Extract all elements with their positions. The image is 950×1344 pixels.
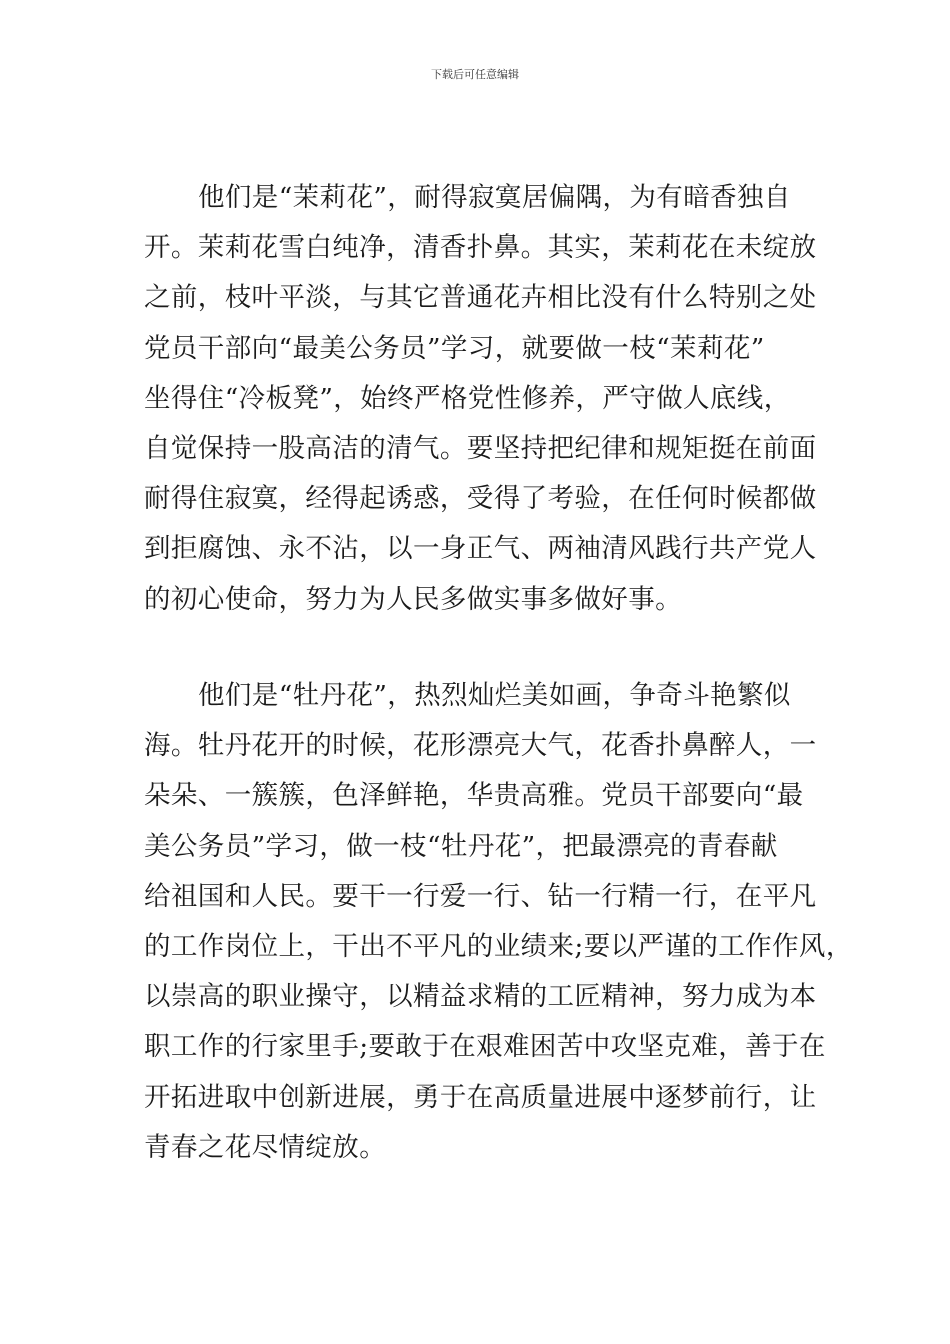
paragraph-peony — [144, 671, 853, 1173]
text-line: 耐得住寂寞，经得起诱惑，受得了考验，在任何时候都做 — [144, 483, 817, 515]
text-line: 到拒腐蚀、永不沾，以一身正气、两袖清风践行共产党人 — [144, 533, 817, 565]
text-line: 给祖国和人民。要干一行爱一行、钻一行精一行，在平凡 — [144, 880, 817, 912]
text-line: 开拓进取中创新进展，勇于在高质量进展中逐梦前行，让 — [144, 1081, 817, 1113]
text-line: 朵朵、一簇簇，色泽鲜艳，华贵高雅。党员干部要向“最 — [144, 780, 804, 812]
text-line: 海。牡丹花开的时候，花形漂亮大气，花香扑鼻醉人，一 — [144, 730, 817, 762]
text-line: 职工作的行家里手;要敢于在艰难困苦中攻坚克难，善于在 — [144, 1031, 826, 1063]
text-line: 之前，枝叶平淡，与其它普通花卉相比没有什么特别之处 — [144, 282, 817, 314]
text-line: 开。茉莉花雪白纯净，清香扑鼻。其实，茉莉花在未绽放 — [144, 232, 817, 264]
paragraph-jasmine — [144, 173, 817, 625]
text-line: 自觉保持一股高洁的清气。要坚持把纪律和规矩挺在前面 — [144, 432, 817, 464]
text-line: 美公务员”学习，做一枝“牡丹花”，把最漂亮的青春献 — [144, 830, 778, 862]
text-line: 坐得住“冷板凳”，始终严格党性修养，严守做人底线， — [144, 382, 791, 414]
text-line: 以崇高的职业操守，以精益求精的工匠精神，努力成为本 — [144, 981, 817, 1013]
text-line: 青春之花尽情绽放。 — [144, 1131, 387, 1163]
text-line: 的工作岗位上，干出不平凡的业绩来;要以严谨的工作作风， — [144, 930, 853, 962]
text-line: 的初心使命，努力为人民多做实事多做好事。 — [144, 583, 682, 615]
text-line: 他们是“牡丹花”，热烈灿烂美如画，争奇斗艳繁似 — [198, 680, 791, 711]
text-line: 他们是“茉莉花”，耐得寂寞居偏隅，为有暗香独自 — [198, 182, 791, 213]
text-line: 党员干部向“最美公务员”学习，就要做一枝“茉莉花” — [144, 332, 765, 364]
page-header: 下载后可任意编辑 — [431, 68, 519, 81]
